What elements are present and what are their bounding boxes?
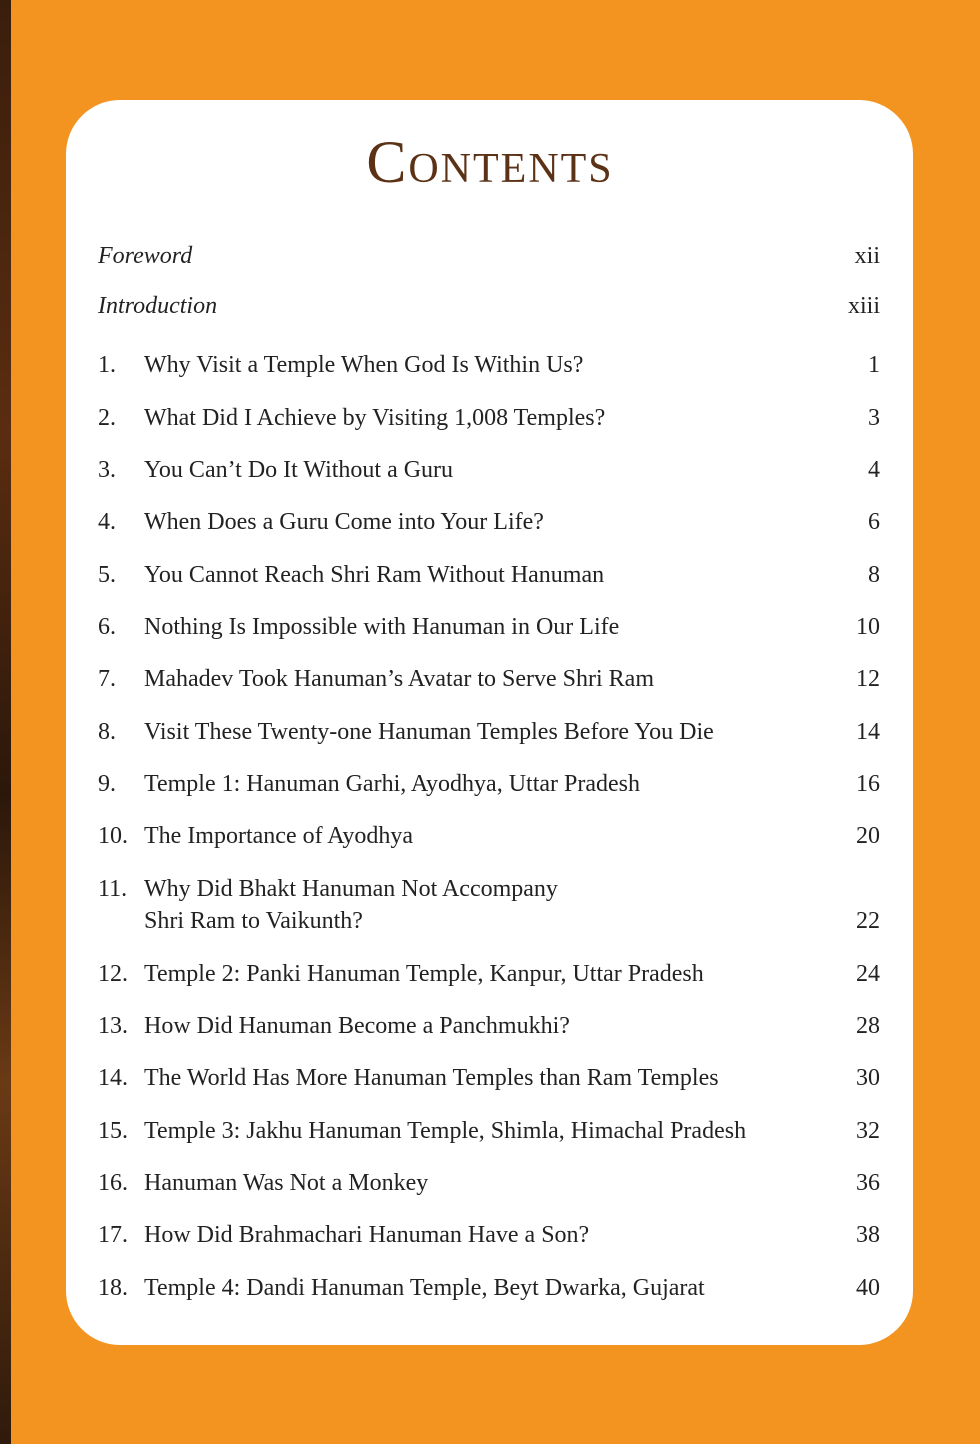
toc-entry-page: 36 bbox=[856, 1170, 880, 1196]
toc-entry-number: 5. bbox=[98, 562, 116, 588]
toc-entry-page: 32 bbox=[856, 1118, 880, 1144]
toc-entry-page: 14 bbox=[856, 719, 880, 745]
toc-entry-number: 14. bbox=[98, 1065, 128, 1091]
toc-entry-page: 24 bbox=[856, 961, 880, 987]
toc-entry-number: 8. bbox=[98, 719, 116, 745]
toc-entry-number: 18. bbox=[98, 1275, 128, 1301]
toc-entry-title-continued: Shri Ram to Vaikunth? bbox=[144, 908, 363, 934]
toc-entry-title: Temple 1: Hanuman Garhi, Ayodhya, Uttar Pradesh bbox=[144, 771, 640, 797]
toc-entry-page: 4 bbox=[868, 457, 880, 483]
toc-entry-page: 30 bbox=[856, 1065, 880, 1091]
toc-entry-number: 4. bbox=[98, 509, 116, 535]
toc-entry-page: 8 bbox=[868, 562, 880, 588]
toc-entry-number: 6. bbox=[98, 614, 116, 640]
toc-entry-title: When Does a Guru Come into Your Life? bbox=[144, 509, 544, 535]
toc-entry-page: xii bbox=[854, 243, 880, 269]
toc-entry-page: 3 bbox=[868, 405, 880, 431]
toc-entry-title: Visit These Twenty-one Hanuman Temples Before You Die bbox=[144, 719, 714, 745]
toc-entry-title: Hanuman Was Not a Monkey bbox=[144, 1170, 429, 1196]
toc-entry-title: Temple 4: Dandi Hanuman Temple, Beyt Dwarka, Gujarat bbox=[144, 1275, 705, 1301]
toc-entry-title: Why Visit a Temple When God Is Within Us? bbox=[144, 352, 584, 378]
adjacent-page-edge bbox=[0, 0, 11, 1444]
toc-entry-title: Temple 2: Panki Hanuman Temple, Kanpur, Uttar Pradesh bbox=[144, 961, 704, 987]
toc-entry-title: The Importance of Ayodhya bbox=[144, 823, 414, 849]
toc-entry-title: How Did Hanuman Become a Panchmukhi? bbox=[144, 1013, 570, 1039]
toc-entry-number: 2. bbox=[98, 405, 116, 431]
toc-entry-number: 11. bbox=[98, 876, 128, 902]
toc-entry-title: How Did Brahmachari Hanuman Have a Son? bbox=[144, 1222, 590, 1248]
toc-entry-title: Why Did Bhakt Hanuman Not Accompany bbox=[144, 876, 558, 902]
toc-entry-title: The World Has More Hanuman Temples than Ram Temples bbox=[144, 1065, 719, 1091]
toc-entry-number: 3. bbox=[98, 457, 116, 483]
toc-entry-page: 20 bbox=[856, 823, 880, 849]
page-title: Contents bbox=[366, 129, 614, 195]
toc-entry-page: 1 bbox=[868, 352, 880, 378]
toc-entry-page: 6 bbox=[868, 509, 880, 535]
toc-entry-number: 9. bbox=[98, 771, 116, 797]
toc-entry-number: 16. bbox=[98, 1170, 128, 1196]
toc-entry-number: 17. bbox=[98, 1222, 128, 1248]
toc-entry-page: 12 bbox=[856, 666, 880, 692]
toc-entry-page: 40 bbox=[856, 1275, 880, 1301]
toc-entry-title: Foreword bbox=[98, 243, 193, 269]
toc-entry-page: 16 bbox=[856, 771, 880, 797]
toc-entry-title: What Did I Achieve by Visiting 1,008 Temples? bbox=[144, 405, 606, 431]
toc-entry-number: 7. bbox=[98, 666, 116, 692]
toc-entry-number: 10. bbox=[98, 823, 128, 849]
toc-entry-page: 10 bbox=[856, 614, 880, 640]
toc-entry-number: 13. bbox=[98, 1013, 128, 1039]
toc-entry-title: Temple 3: Jakhu Hanuman Temple, Shimla, Himachal Pradesh bbox=[144, 1118, 747, 1144]
toc-entry-title: Mahadev Took Hanuman’s Avatar to Serve Shri Ram bbox=[144, 666, 654, 692]
toc-entry-title: Nothing Is Impossible with Hanuman in Our Life bbox=[144, 614, 620, 640]
toc-entry-title: You Can’t Do It Without a Guru bbox=[144, 457, 454, 483]
toc-entry-title: You Cannot Reach Shri Ram Without Hanuman bbox=[144, 562, 605, 588]
toc-entry-number: 1. bbox=[98, 352, 116, 378]
toc-entry-page: 22 bbox=[856, 908, 880, 934]
toc-entry-number: 15. bbox=[98, 1118, 128, 1144]
toc-entry-page: xiii bbox=[847, 293, 880, 319]
toc-entry-title: Introduction bbox=[98, 293, 218, 319]
toc-entry-page: 38 bbox=[856, 1222, 880, 1248]
toc-entry-page: 28 bbox=[856, 1013, 880, 1039]
toc-entry-number: 12. bbox=[98, 961, 128, 987]
